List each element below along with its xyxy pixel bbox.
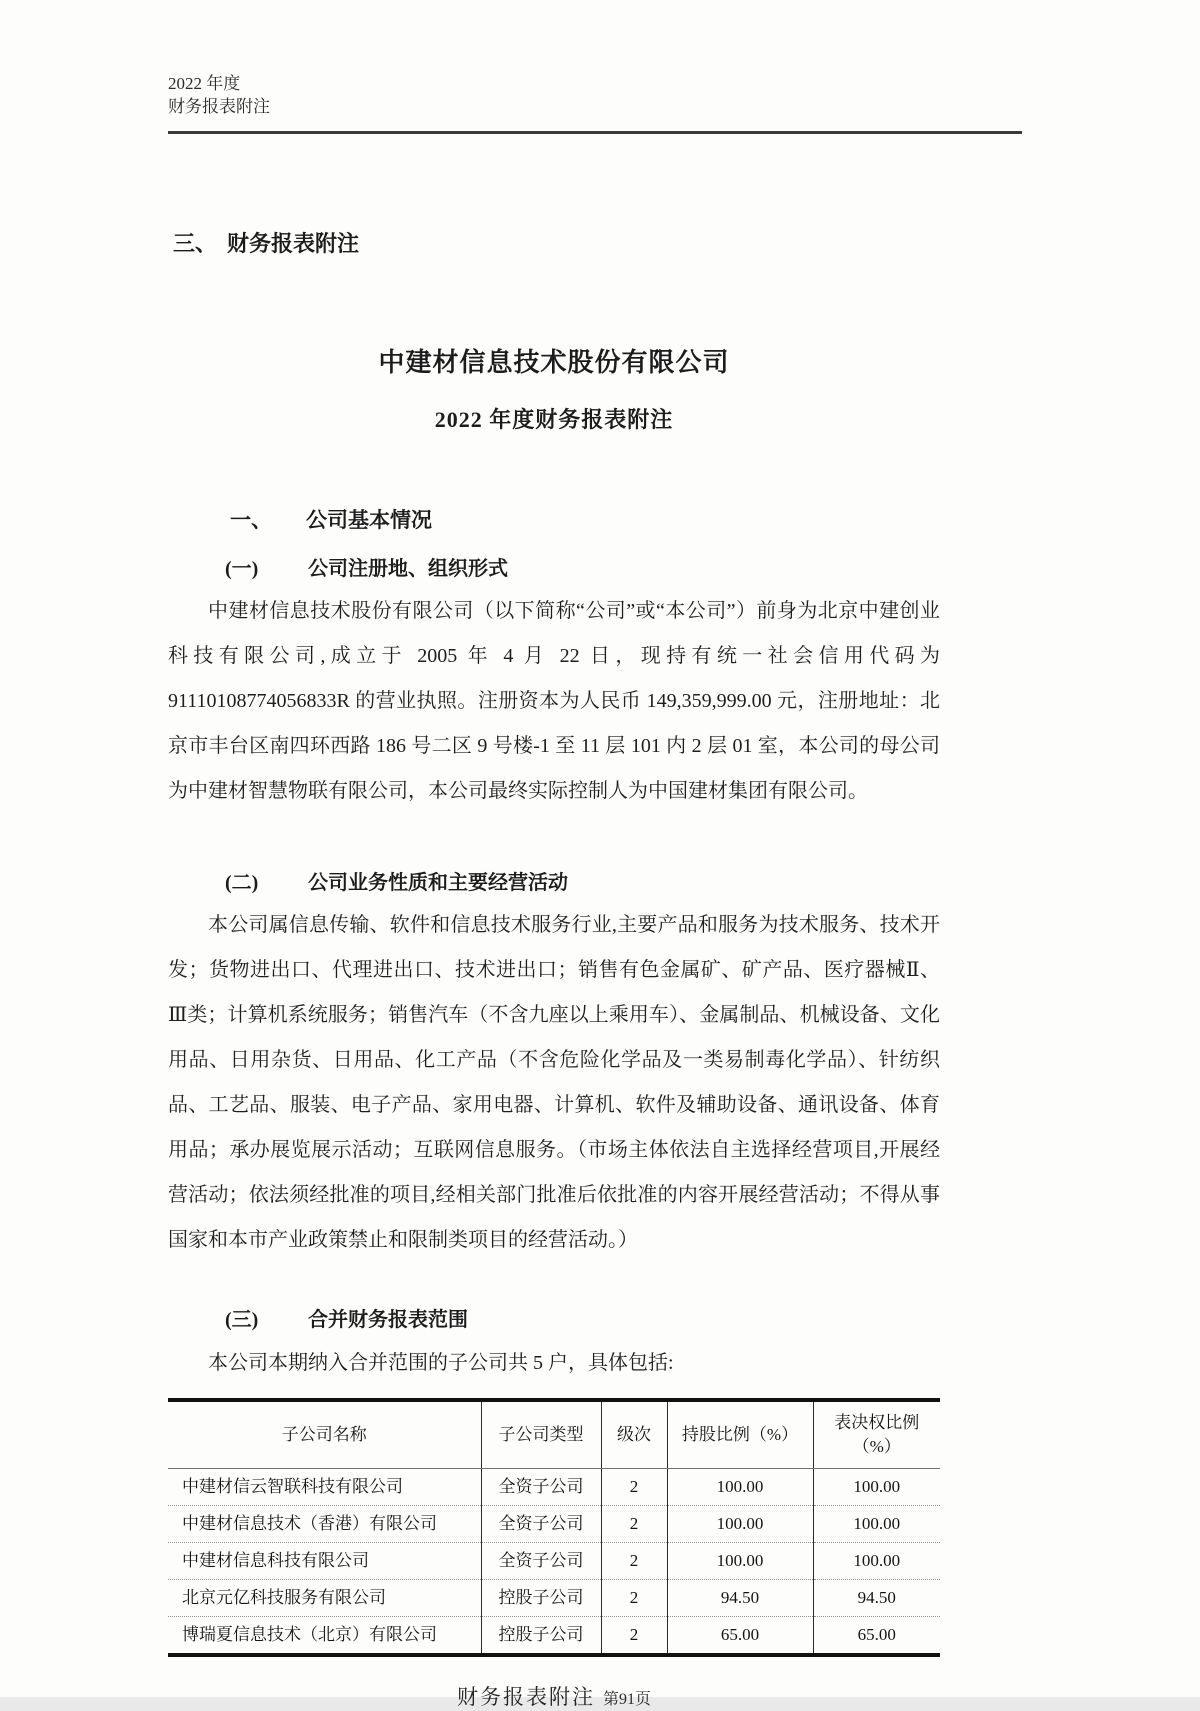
- cell-subsidiary-type: 控股子公司: [481, 1617, 601, 1656]
- subsection-heading-consolidation-scope: [168, 1303, 940, 1332]
- cell-level: 2: [601, 1543, 667, 1580]
- table-row: [168, 1506, 940, 1543]
- running-header-title: 财务报表附注: [168, 97, 270, 116]
- footer-title: 财务报表附注: [456, 1685, 595, 1709]
- col-header-subsidiary-type: 子公司类型: [481, 1400, 601, 1469]
- cell-subsidiary-name: 中建材信云智联科技有限公司: [182, 1477, 403, 1496]
- cell-shareholding-ratio: 65.00: [667, 1617, 813, 1656]
- cell-subsidiary-name: 中建材信息科技有限公司: [168, 1543, 481, 1580]
- col-header-subsidiary-name: 子公司名称: [168, 1400, 481, 1469]
- table-row: [168, 1617, 940, 1656]
- cell-level: 2: [601, 1469, 667, 1506]
- cell-shareholding-ratio: 100.00: [667, 1469, 813, 1506]
- cell-shareholding-ratio: 100.00: [667, 1506, 813, 1543]
- cell-shareholding-ratio: 94.50: [667, 1580, 813, 1617]
- cell-voting-ratio: 100.00: [813, 1469, 940, 1506]
- subsection-title: 公司业务性质和主要经营活动: [308, 872, 568, 894]
- cell-subsidiary-type: 全资子公司: [481, 1469, 601, 1506]
- subsection-number: (三): [225, 1309, 259, 1331]
- section-title: 公司基本情况: [306, 508, 432, 532]
- cell-subsidiary-type: 控股子公司: [481, 1580, 601, 1617]
- cell-subsidiary-name: 博瑞夏信息技术（北京）有限公司: [168, 1617, 481, 1656]
- header-rule: [168, 131, 1022, 134]
- subsidiaries-table-header: [168, 1400, 940, 1469]
- subsidiaries-table: [168, 1398, 940, 1657]
- section-title: 财务报表附注: [227, 231, 360, 256]
- section-heading-basic-info: [168, 504, 940, 534]
- paragraph-registration: 中建材信息技术股份有限公司（以下简称“公司”或“本公司”）前身为北京中建创业科技有限公司,成立于 2005 年 4 月 22 日，现持有统一社会信用代码为 91110108774056833R 的营业执照。注册资本为人民币 149,359,999.00 元，注册地址：北京市丰台区南四环西路 186 号二区 9 号楼-1 至 11 层 101 内 2 层 01 室，本公司的母公司为中建材智慧物联有限公司，本公司最终实际控制人为中国建材集团有限公司。: [168, 600, 940, 802]
- table-row: [168, 1469, 940, 1506]
- col-header-shareholding-ratio: 持股比例（%）: [667, 1400, 813, 1469]
- cell-level: 2: [601, 1617, 667, 1656]
- cell-subsidiary-type: 全资子公司: [481, 1506, 601, 1543]
- cell-level: 2: [601, 1506, 667, 1543]
- cell-voting-ratio: 100.00: [813, 1506, 940, 1543]
- report-subtitle: 2022 年度财务报表附注: [434, 407, 674, 432]
- subsection-title: 合并财务报表范围: [308, 1309, 468, 1331]
- subsection-title: 公司注册地、组织形式: [308, 558, 508, 580]
- company-title: 中建材信息技术股份有限公司: [378, 348, 730, 377]
- footer-page-number: 第91页: [602, 1691, 651, 1708]
- running-header-year: 2022 年度: [168, 74, 241, 93]
- cell-subsidiary-name: 北京元亿科技服务有限公司: [168, 1580, 481, 1617]
- cell-voting-ratio: 94.50: [813, 1580, 940, 1617]
- col-header-voting-ratio: 表决权比例（%）: [813, 1400, 940, 1469]
- subsection-heading-business: [168, 866, 940, 895]
- cell-subsidiary-name: 中建材信息技术（香港）有限公司: [168, 1506, 481, 1543]
- cell-subsidiary-type: 全资子公司: [481, 1543, 601, 1580]
- cell-shareholding-ratio: 100.00: [667, 1543, 813, 1580]
- subsidiaries-table-body: [168, 1469, 940, 1656]
- subsection-number: (一): [225, 558, 259, 580]
- page-footer: [168, 1681, 940, 1711]
- table-header-row: [168, 1400, 940, 1469]
- consolidation-intro: 本公司本期纳入合并范围的子公司共 5 户，具体包括:: [208, 1352, 674, 1374]
- cell-voting-ratio: 100.00: [813, 1543, 940, 1580]
- cell-level: 2: [601, 1580, 667, 1617]
- subsection-heading-registration: [168, 552, 940, 581]
- section-number: 一、: [230, 508, 272, 532]
- col-header-level: 级次: [601, 1400, 667, 1469]
- table-row: [168, 1543, 940, 1580]
- section-number: 三、: [173, 231, 218, 256]
- subsection-number: (二): [225, 872, 259, 894]
- cell-voting-ratio: 65.00: [813, 1617, 940, 1656]
- running-header: [168, 72, 1200, 134]
- table-row: [168, 1580, 940, 1617]
- document-body: [168, 227, 940, 1711]
- paragraph-business: 本公司属信息传输、软件和信息技术服务行业,主要产品和服务为技术服务、技术开发；货物进出口、代理进出口、技术进出口；销售有色金属矿、矿产品、医疗器械Ⅱ、Ⅲ类；计算机系统服务；销售汽车（不含九座以上乘用车）、金属制品、机械设备、文化用品、日用杂货、日用品、化工产品（不含危险化学品及一类易制毒化学品）、针纺织品、工艺品、服装、电子产品、家用电器、计算机、软件及辅助设备、通讯设备、体育用品；承办展览展示活动；互联网信息服务。（市场主体依法自主选择经营项目,开展经营活动；依法须经批准的项目,经相关部门批准后依批准的内容开展经营活动；不得从事国家和本市产业政策禁止和限制类项目的经营活动。）: [168, 914, 940, 1251]
- section-heading-notes: [168, 227, 940, 258]
